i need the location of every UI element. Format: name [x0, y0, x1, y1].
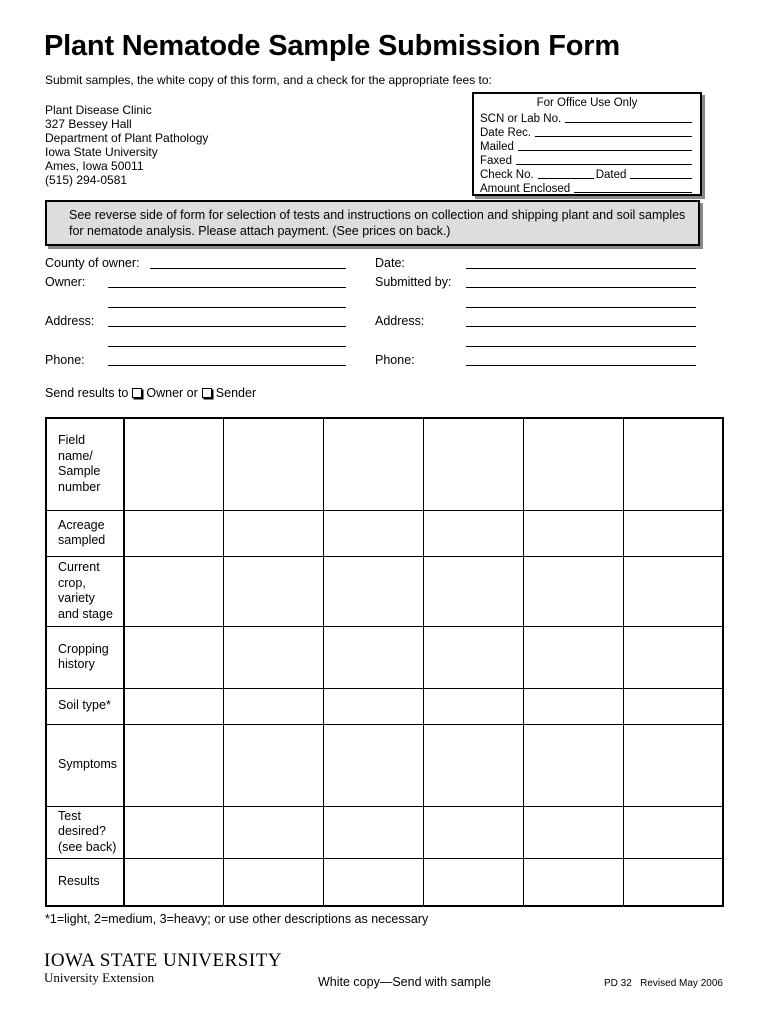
table-row [46, 510, 723, 556]
white-copy-note: White copy—Send with sample [318, 975, 491, 989]
sample-cell[interactable] [523, 418, 623, 510]
date-field[interactable] [466, 268, 696, 269]
row-label [46, 626, 124, 688]
sample-cell[interactable] [224, 510, 324, 556]
table-row [46, 556, 723, 626]
owner-address-field-line2[interactable] [108, 346, 346, 347]
notice-text: See reverse side of form for selection of tests and instructions on collection and shipping plant and soil samples for nematode analysis. Please attach payment. (See prices on back.) [69, 208, 686, 238]
sample-cell[interactable] [623, 626, 723, 688]
sample-cell[interactable] [324, 418, 424, 510]
table-row [46, 418, 723, 510]
address-line: 327 Bessey Hall [45, 117, 132, 131]
sample-cell[interactable] [523, 806, 623, 858]
scn-field[interactable] [565, 121, 692, 123]
footnote: *1=light, 2=medium, 3=heavy; or use other descriptions as necessary [45, 912, 429, 926]
sender-option-label: Sender [215, 386, 257, 400]
row-label [46, 806, 124, 858]
notice-box [45, 200, 700, 246]
sample-cell[interactable] [523, 556, 623, 626]
faxed-label: Faxed [480, 155, 512, 167]
sample-cell[interactable] [523, 724, 623, 806]
owner-phone-label: Phone: [45, 353, 85, 367]
row-label-line: number [58, 479, 101, 494]
row-label-line: sampled [58, 533, 106, 547]
sample-cell[interactable] [124, 724, 224, 806]
sender-checkbox[interactable] [202, 388, 212, 398]
sample-cell[interactable] [523, 858, 623, 906]
sample-cell[interactable] [324, 806, 424, 858]
row-label [46, 688, 124, 724]
form-title: Plant Nematode Sample Submission Form [44, 30, 620, 62]
university-logo: IOWA STATE UNIVERSITY [44, 950, 283, 971]
dated-label: Dated [595, 169, 627, 181]
sample-cell[interactable] [623, 556, 723, 626]
sender-address-field-line2[interactable] [466, 346, 696, 347]
sample-cell[interactable] [423, 510, 523, 556]
sample-cell[interactable] [224, 806, 324, 858]
table-row [46, 724, 723, 806]
address-line: (515) 294-0581 [45, 173, 128, 187]
owner-field-line2[interactable] [108, 307, 346, 308]
owner-phone-field[interactable] [108, 365, 346, 366]
row-label-line: Field [58, 433, 86, 448]
row-label-line: Current [58, 560, 100, 574]
sample-cell[interactable] [523, 626, 623, 688]
owner-option-label: Owner or [146, 386, 198, 400]
sample-cell[interactable] [423, 556, 523, 626]
sample-cell[interactable] [623, 858, 723, 906]
table-row [46, 688, 723, 724]
send-results-row [45, 386, 256, 400]
sample-cell[interactable] [324, 688, 424, 724]
sample-cell[interactable] [124, 806, 224, 858]
owner-address-label: Address: [45, 314, 95, 328]
row-label-line: and stage [58, 606, 113, 621]
row-label-line: Sample [58, 464, 101, 479]
sample-cell[interactable] [423, 858, 523, 906]
row-label [46, 724, 124, 806]
sample-cell[interactable] [623, 688, 723, 724]
row-label-line: Results [58, 874, 100, 888]
address-line: Plant Disease Clinic [45, 103, 152, 117]
county-label: County of owner: [45, 256, 140, 270]
sample-cell[interactable] [124, 858, 224, 906]
sample-cell[interactable] [523, 510, 623, 556]
row-label-line: (see back) [58, 839, 117, 854]
sample-cell[interactable] [124, 626, 224, 688]
sample-cell[interactable] [324, 858, 424, 906]
sample-cell[interactable] [224, 858, 324, 906]
table-row [46, 806, 723, 858]
sample-cell[interactable] [623, 806, 723, 858]
sample-cell[interactable] [423, 626, 523, 688]
check-no-label: Check No. [480, 169, 534, 181]
sample-cell[interactable] [324, 724, 424, 806]
row-label-line: Symptoms [58, 757, 118, 772]
owner-label: Owner: [45, 275, 86, 289]
sample-table [45, 417, 724, 907]
dated-field[interactable] [630, 177, 692, 179]
sample-cell[interactable] [124, 556, 224, 626]
intro-text: Submit samples, the white copy of this form, and a check for the appropriate fees to: [45, 73, 492, 87]
amount-label: Amount Enclosed [480, 183, 571, 195]
row-label-line: Test [58, 808, 81, 823]
date-label: Date: [375, 256, 405, 270]
row-label-line: Cropping [58, 641, 109, 656]
row-label [46, 510, 124, 556]
extension-label: University Extension [44, 970, 155, 985]
submitted-by-label: Submitted by: [375, 275, 452, 289]
date-rec-field[interactable] [535, 135, 692, 137]
row-label-line: desired? [58, 824, 106, 839]
office-use-box [472, 92, 702, 196]
send-results-label: Send results to [45, 386, 129, 400]
row-label-line: Acreage [58, 517, 105, 532]
sample-cell[interactable] [324, 556, 424, 626]
sample-cell[interactable] [523, 688, 623, 724]
row-label [46, 858, 124, 906]
address-line: Department of Plant Pathology [45, 131, 209, 145]
office-use-heading: For Office Use Only [536, 97, 638, 109]
table-row [46, 858, 723, 906]
sample-cell[interactable] [324, 510, 424, 556]
sender-address-field[interactable] [466, 326, 696, 327]
form-id: PD 32 Revised May 2006 [604, 978, 723, 989]
sample-cell[interactable] [623, 510, 723, 556]
owner-field[interactable] [108, 287, 346, 288]
sender-phone-field[interactable] [466, 365, 696, 366]
row-label [46, 418, 124, 510]
clinic-address [45, 103, 208, 187]
sample-cell[interactable] [623, 418, 723, 510]
address-line: Iowa State University [45, 145, 158, 159]
sample-cell[interactable] [423, 724, 523, 806]
check-no-field[interactable] [538, 177, 594, 179]
sample-cell[interactable] [124, 510, 224, 556]
mailed-field[interactable] [518, 149, 692, 151]
row-label-line: Soil type* [58, 698, 111, 713]
row-label-line: crop, [58, 575, 86, 590]
sample-cell[interactable] [224, 688, 324, 724]
scn-label: SCN or Lab No. [480, 113, 562, 125]
sample-cell[interactable] [124, 418, 224, 510]
submitted-by-field[interactable] [466, 287, 696, 288]
sender-address-label: Address: [375, 314, 425, 328]
county-field[interactable] [150, 268, 346, 269]
table-row [46, 626, 723, 688]
sample-cell[interactable] [224, 626, 324, 688]
amount-field[interactable] [574, 191, 692, 193]
sample-cell[interactable] [124, 688, 224, 724]
sender-phone-label: Phone: [375, 353, 415, 367]
sample-cell[interactable] [423, 688, 523, 724]
row-label-line: variety [58, 591, 95, 605]
owner-checkbox[interactable] [132, 388, 142, 398]
sample-cell[interactable] [224, 556, 324, 626]
row-label-line: history [58, 657, 95, 671]
sample-cell[interactable] [224, 724, 324, 806]
sample-cell[interactable] [623, 724, 723, 806]
row-label-line: name/ [58, 448, 93, 463]
sample-cell[interactable] [224, 418, 324, 510]
sample-cell[interactable] [324, 626, 424, 688]
submitted-by-field-line2[interactable] [466, 307, 696, 308]
mailed-label: Mailed [480, 141, 514, 153]
owner-address-field[interactable] [108, 326, 346, 327]
row-label [46, 556, 124, 626]
sample-cell[interactable] [423, 806, 523, 858]
sample-cell[interactable] [423, 418, 523, 510]
date-rec-label: Date Rec. [480, 127, 532, 139]
address-line: Ames, Iowa 50011 [45, 159, 144, 173]
faxed-field[interactable] [516, 163, 692, 165]
